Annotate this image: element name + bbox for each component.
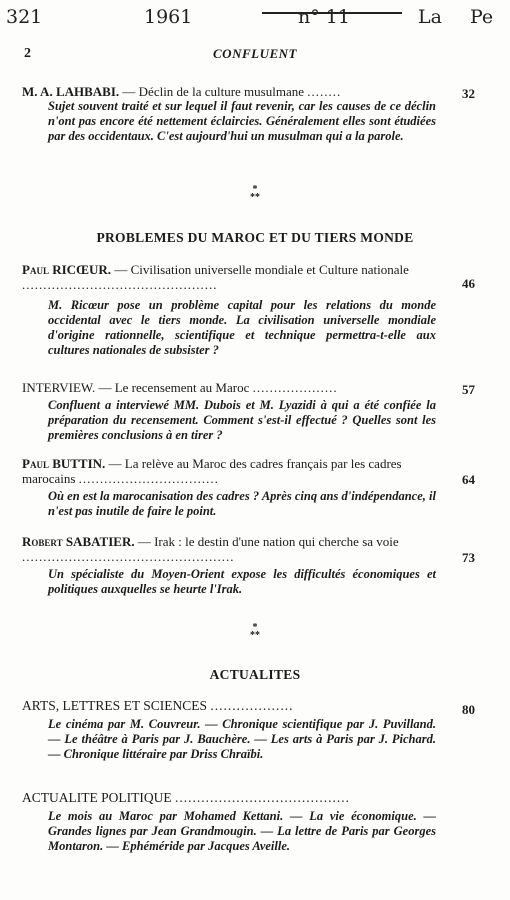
leader-dots: .............................................. <box>22 277 218 292</box>
toc-entry-interview <box>22 380 436 443</box>
toc-entry-actualite-politique <box>22 790 436 854</box>
toc-entry-sabatier <box>22 534 436 597</box>
entry-summary: Le cinéma par M. Couvreur. — Chronique scientifique par J. Puvilland. — Le théâtre à Paris par J. Bauchère. — Les arts à Paris par J. Pichard. — Chronique littéraire par Driss Chraïbi. <box>48 717 436 761</box>
entry-heading <box>22 380 436 395</box>
leader-dots: .................... <box>252 380 338 395</box>
entry-page-number: 57 <box>462 382 475 397</box>
section-title-actualites: ACTUALITES <box>209 667 301 682</box>
toc-entry-lahbabi <box>22 84 436 144</box>
entry-page-number: 73 <box>462 550 475 565</box>
entry-heading <box>22 84 436 99</box>
entry-title: — La relève au Maroc des cadres français par les cadres marocains <box>22 456 402 486</box>
page-number: 2 <box>24 46 31 61</box>
handwritten-pe: Pe <box>470 6 494 28</box>
star-top: * <box>252 622 258 633</box>
entry-summary: Un spécialiste du Moyen-Orient expose les difficultés économiques et politiques auxquelles se heurte l'Irak. <box>48 567 436 596</box>
entry-heading <box>22 534 436 564</box>
entry-page-number: 32 <box>462 86 475 101</box>
entry-summary: Sujet souvent traité et sur lequel il faut revenir, car les causes de ce déclin n'ont pas encore été nettement éclaircies. Généralement elles sont étudiées par des occidentaux. C'est aujourd'hui un musulman qui a la parole. <box>48 99 436 143</box>
entry-title: — Déclin de la culture musulmane <box>119 84 308 99</box>
leader-dots: ................................. <box>78 471 219 486</box>
entry-heading <box>22 456 436 486</box>
leader-dots: ................... <box>210 698 294 713</box>
entry-author: INTERVIEW. <box>22 380 96 395</box>
toc-entry-ricoeur <box>22 262 436 358</box>
section-title-tiers-monde: PROBLEMES DU MAROC ET DU TIERS MONDE <box>96 230 414 245</box>
entry-author: ARTS, LETTRES ET SCIENCES <box>22 698 207 713</box>
leader-dots: ........................................ <box>174 790 350 805</box>
leader-dots: .................................................. <box>22 549 235 564</box>
entry-author: Paul RICŒUR. <box>22 262 112 277</box>
entry-title: — Le recensement au Maroc <box>95 380 253 395</box>
handwritten-year: 1961 <box>144 6 193 28</box>
journal-title: CONFLUENT <box>213 46 297 61</box>
star-top: * <box>252 184 258 195</box>
entry-page-number: 46 <box>462 276 475 291</box>
toc-entry-buttin <box>22 456 436 519</box>
entry-author: ACTUALITE POLITIQUE <box>22 790 172 805</box>
entry-author: Robert SABATIER. <box>22 534 135 549</box>
toc-entry-arts-lettres-sciences <box>22 698 436 762</box>
entry-page-number: 80 <box>462 702 475 717</box>
handwritten-ref: 321 <box>6 6 43 28</box>
entry-summary: Le mois au Maroc par Mohamed Kettani. — La vie économique. — Grandes lignes par Jean Grandmougin. — La lettre de Paris par Georges Montaron. — Ephéméride par Jacques Aveille. <box>48 809 436 853</box>
entry-author: M. A. LAHBABI. <box>22 84 120 99</box>
entry-heading <box>22 262 436 292</box>
entry-summary: Confluent a interviewé MM. Dubois et M. Lyazidi à qui a été confiée la préparation du recensement. Comment s'est-il effectué ? Quelles sont les premières conclusions à en tirer ? <box>48 398 436 442</box>
entry-summary: Où en est la marocanisation des cadres ? Après cinq ans d'indépendance, il n'est pas inutile de faire le point. <box>48 489 436 518</box>
entry-page-number: 64 <box>462 472 475 487</box>
separator-stars <box>0 186 510 202</box>
entry-title: — Irak : le destin d'une nation qui cherche sa voie <box>134 534 399 549</box>
separator-stars <box>0 624 510 640</box>
entry-summary: M. Ricœur pose un problème capital pour les relations du monde occidental avec le tiers monde. La civilisation universelle mondiale d'origine rationnelle, scientifique et technique permettra-t-elle aux cultures nationales de subsister ? <box>48 298 436 357</box>
handwritten-number: n° 11 <box>298 6 350 28</box>
entry-title: — Civilisation universelle mondiale et Culture nationale <box>111 262 409 277</box>
entry-author: Paul BUTTIN. <box>22 456 106 471</box>
star-bottom: ** <box>250 192 260 203</box>
entry-heading <box>22 698 436 713</box>
leader-dots: ........ <box>307 84 342 99</box>
handwritten-la: La <box>418 6 442 28</box>
entry-heading <box>22 790 436 805</box>
star-bottom: ** <box>250 630 260 641</box>
